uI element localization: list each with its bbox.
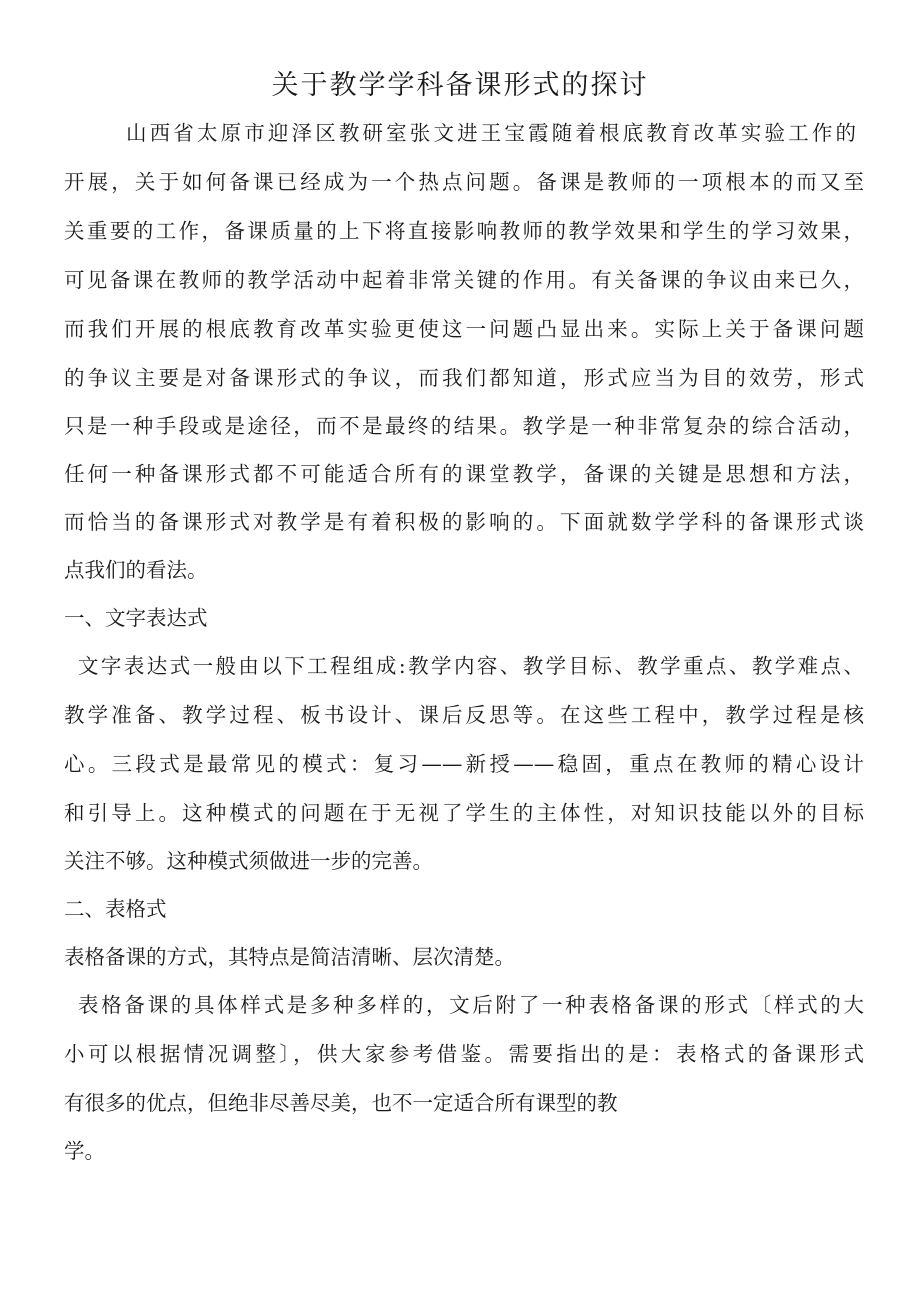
paragraph-line: 任何一种备课形式都不可能适合所有的课堂教学，备课的关键是思想和方法， [64, 462, 864, 486]
section-heading: 一、文字表达式 [64, 606, 208, 630]
paragraph-line: 的争议主要是对备课形式的争议，而我们都知道，形式应当为目的效劳，形式 [64, 366, 864, 390]
paragraph-line: 表格备课的具体样式是多种多样的，文后附了一种表格备课的形式〔样式的大 [78, 993, 864, 1017]
paragraph-line: 点我们的看法。 [64, 558, 208, 582]
paragraph-line: 关重要的工作，备课质量的上下将直接影响教师的教学效果和学生的学习效果， [64, 219, 864, 243]
paragraph-line: 可见备课在教师的教学活动中起着非常关键的作用。有关备课的争议由来已久， [64, 268, 864, 292]
paragraph-line: 表格备课的方式，其特点是简洁清晰、层次清楚。 [64, 945, 515, 969]
paragraph-line: 有很多的优点，但绝非尽善尽美，也不一定适合所有课型的教 [64, 1091, 618, 1115]
document-title: 关于教学学科备课形式的探讨 [271, 70, 649, 101]
section-heading: 二、表格式 [64, 897, 167, 921]
paragraph-line: 而我们开展的根底教育改革实验更使这一问题凸显出来。实际上关于备课问题 [64, 317, 864, 341]
paragraph-line: 而恰当的备课形式对教学是有着积极的影响的。下面就数学学科的备课形式谈 [64, 510, 864, 534]
paragraph-line: 心。三段式是最常见的模式：复习——新授——稳固，重点在教师的精心设计 [64, 752, 864, 776]
paragraph-line: 和引导上。这种模式的问题在于无视了学生的主体性，对知识技能以外的目标 [64, 801, 864, 825]
paragraph-line: 开展，关于如何备课已经成为一个热点问题。备课是教师的一项根本的而又至 [64, 170, 864, 194]
paragraph-line: 山西省太原市迎泽区教研室张文进王宝霞随着根底教育改革实验工作的 [126, 121, 856, 145]
paragraph-line: 文字表达式一般由以下工程组成:教学内容、教学目标、教学重点、教学难点、 [78, 654, 864, 678]
paragraph-line: 关注不够。这种模式须做进一步的完善。 [64, 849, 433, 873]
paragraph-line: 教学准备、教学过程、板书设计、课后反思等。在这些工程中，教学过程是核 [64, 703, 864, 727]
paragraph-line: 只是一种手段或是途径，而不是最终的结果。教学是一种非常复杂的综合活动， [64, 414, 864, 438]
paragraph-line: 学。 [64, 1139, 105, 1163]
paragraph-line: 小可以根据情况调整〕，供大家参考借鉴。需要指出的是：表格式的备课形式 [64, 1042, 864, 1066]
